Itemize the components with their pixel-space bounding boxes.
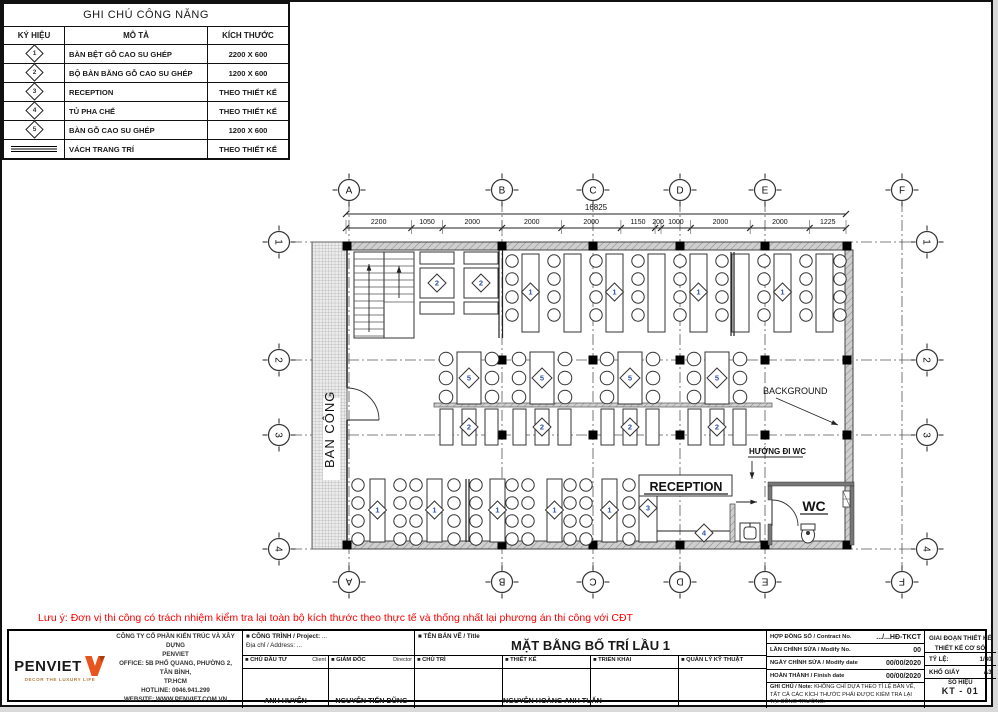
company-block xyxy=(9,631,243,708)
svg-text:2: 2 xyxy=(920,357,932,363)
svg-text:3: 3 xyxy=(920,432,932,438)
svg-text:1: 1 xyxy=(612,287,617,297)
svg-text:2000: 2000 xyxy=(464,219,481,226)
svg-text:2: 2 xyxy=(714,422,720,432)
logo-text: PENVIET xyxy=(14,657,82,675)
svg-text:BACKGROUND: BACKGROUND xyxy=(763,386,828,396)
address-label: Địa chỉ / Address: xyxy=(246,642,295,649)
legend-desc: BÀN BỆT GỖ CAO SU GHÉP xyxy=(65,45,208,64)
svg-text:B: B xyxy=(498,185,506,197)
svg-text:1: 1 xyxy=(375,505,380,515)
logo-tagline: DECOR THE LUXURY LIFE xyxy=(24,677,96,683)
svg-text:A: A xyxy=(345,575,353,587)
svg-text:E: E xyxy=(761,575,769,587)
info-block xyxy=(925,631,992,708)
svg-text:5: 5 xyxy=(714,373,720,383)
svg-text:200: 200 xyxy=(652,219,664,226)
svg-text:RECEPTION: RECEPTION xyxy=(649,480,723,494)
legend-header-desc: MÔ TẢ xyxy=(65,27,208,45)
svg-text:2000: 2000 xyxy=(712,219,729,226)
company-line: CÔNG TY CỔ PHẦN KIẾN TRÚC VÀ XÂY DỰNG xyxy=(116,633,235,650)
logo-v-icon xyxy=(84,656,106,676)
svg-text:F: F xyxy=(898,185,906,197)
svg-text:2200: 2200 xyxy=(370,219,387,226)
svg-text:C: C xyxy=(589,575,597,587)
person-cell: ■ CHỦ TRÌ xyxy=(415,656,503,707)
dimension-lines xyxy=(343,203,849,234)
svg-text:16825: 16825 xyxy=(584,203,608,212)
diamond-symbol-icon: 1 xyxy=(25,44,43,62)
svg-text:5: 5 xyxy=(539,373,545,383)
diamond-symbol-icon: 2 xyxy=(25,63,43,81)
legend-desc: TỦ PHA CHẾ xyxy=(65,102,208,121)
person-name: ANH HUYÊN xyxy=(264,695,307,705)
svg-text:2000: 2000 xyxy=(523,219,540,226)
legend-row xyxy=(3,121,289,140)
paper-value: A3 xyxy=(983,668,992,676)
paper-cell xyxy=(925,666,996,679)
scale-label: TỶ LỆ: xyxy=(929,655,949,663)
legend-size: THEO THIẾT KẾ xyxy=(208,102,290,121)
svg-text:C: C xyxy=(589,185,597,197)
booth-tables xyxy=(420,250,503,338)
svg-text:D: D xyxy=(676,575,684,587)
person-cell: ■ QUẢN LÝ KỸ THUẬT xyxy=(679,656,766,707)
company-line: PENVIET xyxy=(162,651,189,659)
legend-desc: BỘ BÀN BĂNG GỖ CAO SU GHÉP xyxy=(65,64,208,83)
svg-text:WC: WC xyxy=(802,498,826,514)
wc-room xyxy=(768,482,854,545)
person-name: NGUYỄN TIẾN DŨNG xyxy=(335,695,408,705)
svg-text:1000: 1000 xyxy=(668,219,684,226)
svg-text:1: 1 xyxy=(920,239,932,245)
svg-text:E: E xyxy=(761,185,769,197)
legend-desc: VÁCH TRANG TRÍ xyxy=(65,140,208,160)
legend-row xyxy=(3,45,289,64)
legend-header-symbol: KÝ HIỆU xyxy=(3,27,65,45)
svg-text:1: 1 xyxy=(552,505,557,515)
svg-text:1: 1 xyxy=(272,239,284,245)
company-logo xyxy=(13,656,107,682)
drawing-block xyxy=(415,631,767,708)
project-value: ... xyxy=(321,633,328,640)
drawing-title-cell xyxy=(415,631,766,656)
person-name: NGUYỄN HOÀNG ANH TUẤN xyxy=(503,695,602,705)
svg-text:A: A xyxy=(345,185,353,197)
reception-area xyxy=(639,475,760,542)
legend-header-size: KÍCH THƯỚC xyxy=(208,27,290,45)
diamond-symbol-icon: 4 xyxy=(25,101,43,119)
svg-text:1: 1 xyxy=(528,287,533,297)
sheet-number-value: KT - 01 xyxy=(941,686,979,696)
middle-tables xyxy=(434,352,772,445)
svg-text:1: 1 xyxy=(696,287,701,297)
legend-row xyxy=(3,83,289,102)
svg-text:2000: 2000 xyxy=(772,219,788,226)
diamond-symbol-icon: 3 xyxy=(25,82,43,100)
sheet-number-label: SỐ HIỆU xyxy=(947,680,973,686)
title-block xyxy=(7,629,992,706)
stage-cell xyxy=(925,631,996,653)
svg-text:1150: 1150 xyxy=(630,219,646,226)
stage-value: THIẾT KẾ CƠ SỞ xyxy=(934,644,986,652)
svg-text:B: B xyxy=(498,575,506,587)
wall-symbol-icon xyxy=(11,146,57,152)
legend-table xyxy=(2,2,290,160)
company-line: TP.HCM xyxy=(164,678,187,686)
drawing-label: ■ TÊN BẢN VẼ / Title xyxy=(418,633,480,640)
project-cell xyxy=(243,631,414,656)
svg-text:HƯỚNG ĐI WC: HƯỚNG ĐI WC xyxy=(749,447,807,456)
svg-text:4: 4 xyxy=(701,528,707,538)
svg-text:3: 3 xyxy=(272,432,284,438)
staircase xyxy=(354,252,414,338)
construction-note: Lưu ý: Đơn vị thi công có trách nhiệm kiểm tra lại toàn bộ kích thước theo thực tế và thống nhất lại phương án thi công với CĐT xyxy=(38,612,633,624)
legend-size: THEO THIẾT KẾ xyxy=(208,83,290,102)
svg-text:5: 5 xyxy=(466,373,472,383)
company-info xyxy=(113,633,238,705)
svg-text:F: F xyxy=(898,575,906,587)
legend-row xyxy=(3,140,289,160)
contract-note: GHI CHÚ / Note: KHÔNG CHỈ DỰA THEO TỈ LỆ BẢN VẼ, TẤT CẢ CÁC KÍCH THƯỚC PHẢI ĐƯỢC KIỂM TRA LẠI TẠI CÔNG TRƯỜNG. xyxy=(770,684,916,706)
drawing-title: MẶT BẰNG BỐ TRÍ LẦU 1 xyxy=(511,638,670,653)
legend-row xyxy=(3,102,289,121)
diamond-symbol-icon: 5 xyxy=(25,120,43,138)
svg-text:1: 1 xyxy=(780,287,785,297)
company-line: WEBSITE: WWW.PENVIET.COM.VN xyxy=(123,696,228,704)
company-line: HOTLINE: 0946.941.299 xyxy=(141,687,210,695)
svg-text:2: 2 xyxy=(539,422,545,432)
company-line: OFFICE: 5B PHỔ QUANG, PHƯỜNG 2, TÂN BÌNH, xyxy=(119,660,232,677)
svg-text:4: 4 xyxy=(272,546,284,552)
svg-text:5: 5 xyxy=(627,373,633,383)
legend-size: 1200 X 600 xyxy=(208,64,290,83)
svg-text:2: 2 xyxy=(272,357,284,363)
person-cell: ■ THIẾT KẾ NGUYỄN HOÀNG ANH TUẤN xyxy=(503,657,602,705)
legend-size: 1200 X 600 xyxy=(208,121,290,140)
svg-text:2: 2 xyxy=(434,278,440,288)
contract-row: HỢP ĐỒNG SỐ / Contract No. .../...HĐ-TKCT xyxy=(767,631,924,644)
legend-desc: BÀN GỖ CAO SU GHÉP xyxy=(65,121,208,140)
address-value: ... xyxy=(296,642,302,649)
contract-block xyxy=(767,631,925,708)
svg-text:1: 1 xyxy=(607,505,612,515)
svg-text:4: 4 xyxy=(920,546,932,552)
svg-text:2: 2 xyxy=(627,422,633,432)
legend-size: THEO THIẾT KẾ xyxy=(208,140,290,160)
legend-desc: RECEPTION xyxy=(65,83,208,102)
contract-row: LẦN CHỈNH SỬA / Modify No. 00 xyxy=(767,644,924,657)
legend-row xyxy=(3,64,289,83)
contract-row: HOÀN THÀNH / Finish date 00/00/2020 xyxy=(767,670,924,683)
svg-text:D: D xyxy=(676,185,684,197)
project-label: ■ CÔNG TRÌNH / Project: xyxy=(246,633,321,640)
svg-text:1: 1 xyxy=(495,505,500,515)
stage-label: GIAI ĐOẠN THIẾT KẾ xyxy=(929,635,992,642)
sheet-number-cell xyxy=(925,679,996,708)
svg-text:2: 2 xyxy=(478,278,484,288)
top-tables xyxy=(506,252,846,336)
svg-text:1: 1 xyxy=(432,505,437,515)
scale-value: 1/30 xyxy=(979,655,992,663)
paper-label: KHỔ GIẤY xyxy=(929,668,960,676)
legend-size: 2200 X 600 xyxy=(208,45,290,64)
svg-text:1225: 1225 xyxy=(820,219,836,226)
svg-text:3: 3 xyxy=(645,503,651,513)
legend-title: GHI CHÚ CÔNG NĂNG xyxy=(3,3,289,27)
person-cell: ■ TRIỂN KHAI xyxy=(591,656,679,707)
person-cell: ■ CHỦ ĐẦU TƯ Client ANH HUYÊN xyxy=(243,656,329,707)
contract-row: NGÀY CHỈNH SỬA / Modify date 00/00/2020 xyxy=(767,657,924,670)
person-cell: ■ GIÁM ĐỐC Director NGUYỄN TIẾN DŨNG xyxy=(331,657,412,705)
svg-text:1050: 1050 xyxy=(419,219,435,226)
balcony-label: BAN CÔNG xyxy=(322,390,337,468)
svg-text:2000: 2000 xyxy=(583,219,599,226)
scale-cell xyxy=(925,653,996,666)
svg-text:2: 2 xyxy=(466,422,472,432)
project-block xyxy=(243,631,415,708)
